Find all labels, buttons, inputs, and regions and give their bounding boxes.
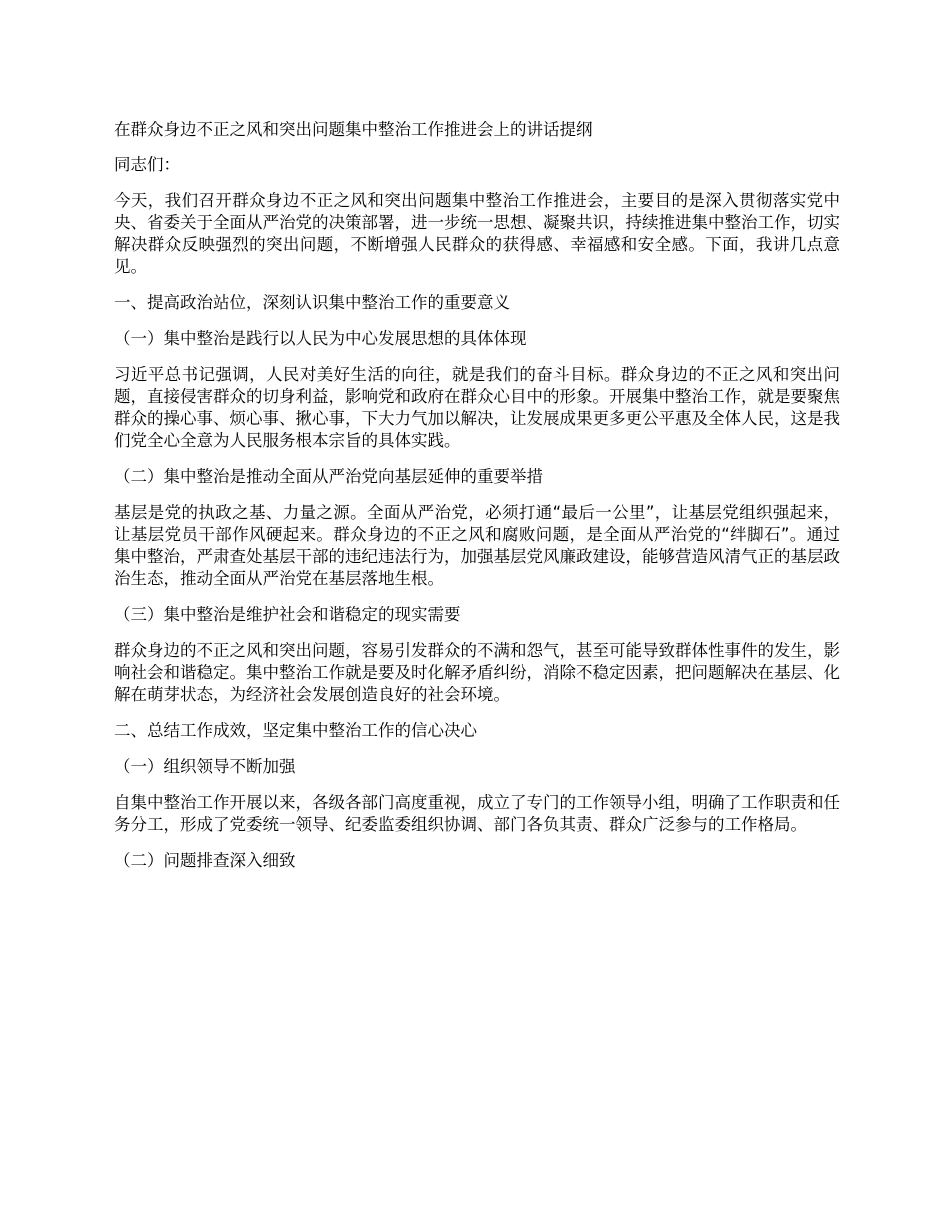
paragraph-1-1: 习近平总书记强调，人民对美好生活的向往，就是我们的奋斗目标。群众身边的不正之风和突出问题，直接侵害群众的切身利益，影响党和政府在群众心目中的形象。开展集中整治工作，就是要聚焦群众的操心事、烦心事、揪心事，下大力气加以解决，让发展成果更多更公平惠及全体人民，这是我们党全心全意为人民服务根本宗旨的具体实践。	[114, 365, 840, 450]
document-page	[114, 119, 840, 886]
subsection-heading-1-1: （一）集中整治是践行以人民为中心发展思想的具体体现	[114, 329, 527, 348]
subsection-heading-2-2: （二）问题排查深入细致	[114, 851, 296, 870]
document-title: 在群众身边不正之风和突出问题集中整治工作推进会上的讲话提纲	[114, 120, 593, 139]
subsection-heading-2-1: （一）组织领导不断加强	[114, 757, 296, 776]
paragraph-2-1: 自集中整治工作开展以来，各级各部门高度重视，成立了专门的工作领导小组，明确了工作职责和任务分工，形成了党委统一领导、纪委监委组织协调、部门各负其责、群众广泛参与的工作格局。	[114, 793, 840, 834]
section-heading-1: 一、提高政治站位，深刻认识集中整治工作的重要意义	[114, 293, 510, 312]
paragraph-1-2: 基层是党的执政之基、力量之源。全面从严治党，必须打通“最后一公里”，让基层党组织强起来，让基层党员干部作风硬起来。群众身边的不正之风和腐败问题，是全面从严治党的“绊脚石”。通过集中整治，严肃查处基层干部的违纪违法行为，加强基层党风廉政建设，能够营造风清气正的基层政治生态，推动全面从严治党在基层落地生根。	[114, 503, 840, 588]
section-heading-2: 二、总结工作成效，坚定集中整治工作的信心决心	[114, 721, 477, 740]
paragraph-1-3: 群众身边的不正之风和突出问题，容易引发群众的不满和怨气，甚至可能导致群体性事件的发生，影响社会和谐稳定。集中整治工作就是要及时化解矛盾纠纷，消除不稳定因素，把问题解决在基层、化解在萌芽状态，为经济社会发展创造良好的社会环境。	[114, 641, 840, 704]
subsection-heading-1-3: （三）集中整治是维护社会和谐稳定的现实需要	[114, 605, 461, 624]
subsection-heading-1-2: （二）集中整治是推动全面从严治党向基层延伸的重要举措	[114, 467, 543, 486]
salutation: 同志们：	[114, 155, 180, 174]
paragraph-intro: 今天，我们召开群众身边不正之风和突出问题集中整治工作推进会，主要目的是深入贯彻落实党中央、省委关于全面从严治党的决策部署，进一步统一思想、凝聚共识，持续推进集中整治工作，切实解决群众反映强烈的突出问题，不断增强人民群众的获得感、幸福感和安全感。下面，我讲几点意见。	[114, 191, 840, 276]
